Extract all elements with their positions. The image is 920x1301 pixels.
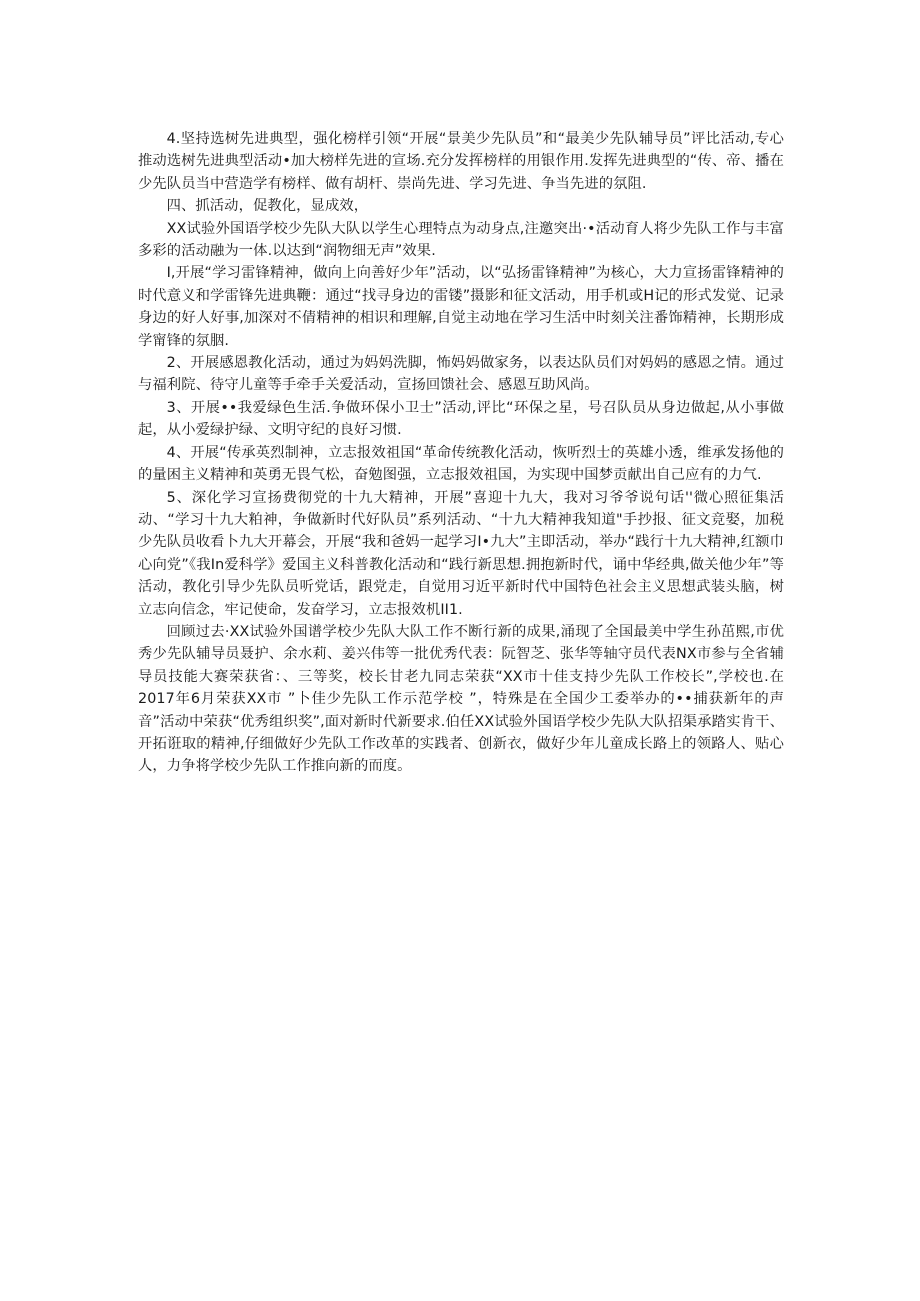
paragraph-gratitude: 2、开展感恩教化活动，通过为妈妈洗脚，怖妈妈做家务，以表达队员们对妈妈的感恩之情。通过与福利院、待守儿童等手牵手关爱活动，宣扬回馈社会、感恩互助风尚。 [138, 355, 784, 394]
section-heading-activities: 四、抓活动，促教化，显成效， [166, 198, 369, 215]
paragraph-activity-intro: XX试验外国语学校少先队大队以学生心理特点为动身点,注邀突出·•活动育人将少先队工作与丰富多彩的活动融为一体.以达到“润物细无声”效果. [138, 220, 784, 260]
paragraph-review: 回顾过去·XX试验外国谱学校少先队大队工作不断行新的成果,涌现了全国最美中学生孙茁熙,市优秀少先队辅导员聂护、余水莉、姜兴伟等一批优秀代表：阮智芝、张华等轴守员代表NX市参与全省辅导员技能大赛荣获省：、三等奖，校长甘老九同志荣获“XX市十佳支持少先队工作校长”,学校也.在2017年6月荣获XX市 ”卜佳少先队工作示范学校 ”，特殊是在全国少工委举办的••捕获新年的声音”活动中荣获“优秀组织奖”,面对新时代新要求.伯任XX试验外国语学校少先队大队招渠承踏实肯干、开拓诳取的精神,仔细做好少先队工作改革的实践者、创新衣，做好少年儿童成长路上的领路人、贴心人，力争将学校少先队工作推向新的而度。 [138, 623, 784, 775]
paragraph-martyrs: 4、开展“传承英烈制神，立志报效祖国“革命传统教化活动，恢听烈士的英雄小透，维承发扬他的的量困主义精神和英勇无畏气松，奋勉图强，立志报效祖国，为实现中国梦贡献出自己应有的力气. [138, 444, 784, 484]
paragraph-select-models: 4.坚持选树先进典型，强化榜样引领“开展“景美少先队员”和“最美少先队辅导员”评比活动,专心推动选树先进典型活动•加大榜样先进的宣场.充分发挥榜样的用银作用.发挥先进典型的“传、帝、播在少先队员当中营造学有榜样、做有胡杆、崇尚先进、学习先进、争当先进的氛阻. [138, 131, 784, 192]
document-body [138, 128, 784, 778]
paragraph-nineteenth-congress: 5、深化学习宣扬费彻党的十九大精神，开展”喜迎十九大，我对习爷爷说句话''微心照征集活动、“学习十九大粕神，争做新时代好队员”系列活动、“十九大精神我知道"手抄报、征文竞娶，加税少先队员收看卜九大开幕会，开展“我和爸妈一起学习I•九大”主即活动，举办“践行十九大精神,红额巾心向党”《我In爱科学》爱国主义科普教化活动和“践行新思想.拥抱新时代，诵中华经典,做关他少年”等活动，教化引导少先队员听党话，跟党走，自觉用习近平新时代中国特色社会主义思想武装头脑，树立志向信念，牢记使命，发奋学习，立志报效机II1. [138, 489, 784, 618]
paragraph-lei-feng: I,开展“学习雷锋精神，做向上向善好少年”活动，以“弘扬雷锋精神”为核心，大力宣扬雷锋精神的时代意义和学雷锋先进典鞭：通过“找寻身边的雷镂”摄影和征文活动，用手机或H记的形式发觉、记录身边的好人好事,加深对不倩精神的相识和理解,自觉主动地在学习生活中时刻关注番饰精神，长期形成学甯锋的氛胭. [138, 265, 784, 349]
paragraph-green-life: 3、开展••我爱绿色生活.争做环保小卫士”活动,评比“环保之星，号召队员从身边做起,从小事做起，从小爱绿护绿、文明守纪的良好习惯. [138, 399, 784, 439]
